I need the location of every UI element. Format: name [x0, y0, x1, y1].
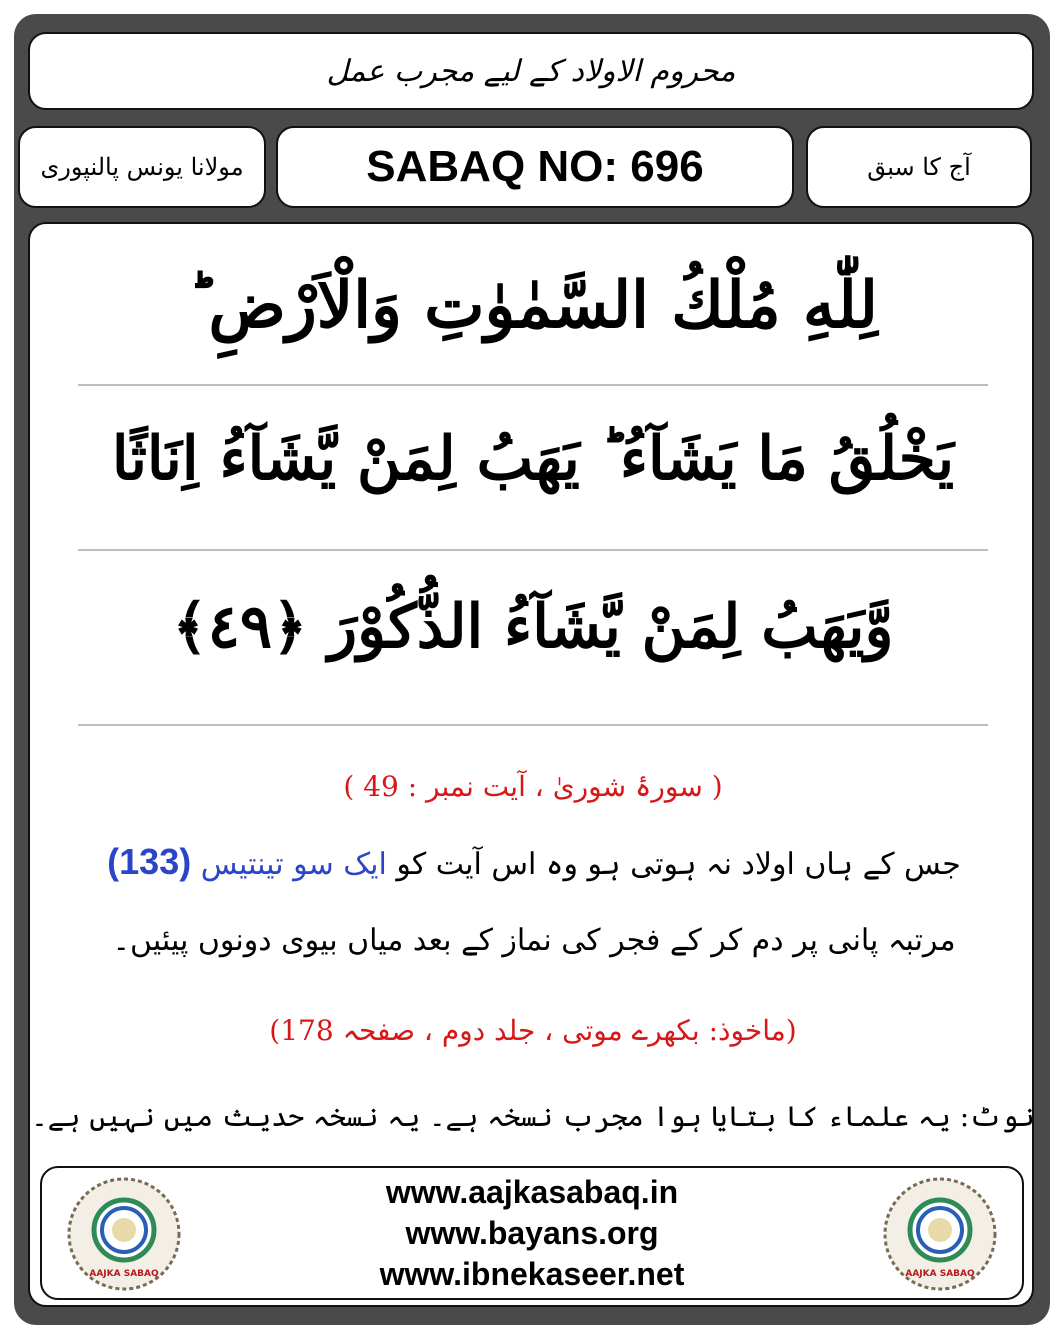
count-words: ایک سو تینتیس: [200, 847, 387, 882]
website-link[interactable]: www.aajkasabaq.in: [385, 1174, 679, 1210]
content-box: [28, 222, 1034, 1307]
verse-line-1: لِلّٰهِ مُلْكُ السَّمٰوٰتِ وَالْاَرْضِ ؕ: [188, 268, 878, 343]
page-title: محروم الاولاد کے لیے مجرب عمل: [326, 53, 736, 89]
source-reference: (ماخوذ: بکھرے موتی ، جلد دوم ، صفحہ 178): [269, 1014, 797, 1047]
divider: [78, 384, 988, 386]
author-name: مولانا یونس پالنپوری: [40, 153, 244, 181]
instruction-part-1: جس کے ہاں اولاد نہ ہوتی ہو وہ اس آیت کو: [396, 847, 961, 882]
title-box: [28, 32, 1034, 110]
note-text: نوٹ: یہ علماء کا بتایا ہوا مجرب نسخہ ہے۔ یہ نسخہ حدیث میں نہیں ہے۔: [31, 1100, 1035, 1133]
divider: [78, 549, 988, 551]
verse-reference: ( سورۂ شوریٰ ، آیت نمبر : 49 ): [343, 770, 723, 803]
count-number: (133): [107, 841, 192, 882]
todays-lesson-box: [806, 126, 1032, 208]
website-links: [42, 1172, 1022, 1295]
lesson-number-box: [276, 126, 794, 208]
website-link[interactable]: www.bayans.org: [405, 1215, 659, 1251]
aajka-sabaq-logo-icon: [882, 1176, 998, 1292]
divider: [78, 724, 988, 726]
verse-line-3: وَّيَهَبُ لِمَنْ يَّشَآءُ الذُّكُوْرَ ﴿٤٩﴾: [172, 592, 894, 662]
lesson-number: SABAQ NO: 696: [366, 142, 704, 191]
instruction-paragraph: [94, 824, 974, 979]
website-link[interactable]: www.ibnekaseer.net: [379, 1256, 685, 1292]
verse-line-2: يَخْلُقُ مَا يَشَآءُ ؕ يَهَبُ لِمَنْ يَّشَآءُ اِنَاثًا: [111, 424, 955, 494]
footer-box: [40, 1166, 1024, 1300]
logo-label: AAJKA SABAQ: [89, 1269, 159, 1279]
logo-label: AAJKA SABAQ: [905, 1269, 975, 1279]
author-box: [18, 126, 266, 208]
todays-lesson-label: آج کا سبق: [867, 153, 971, 181]
instruction-part-2: مرتبہ پانی پر دم کر کے فجر کی نماز کے بعد میاں بیوی دونوں پیئیں۔: [112, 923, 956, 958]
